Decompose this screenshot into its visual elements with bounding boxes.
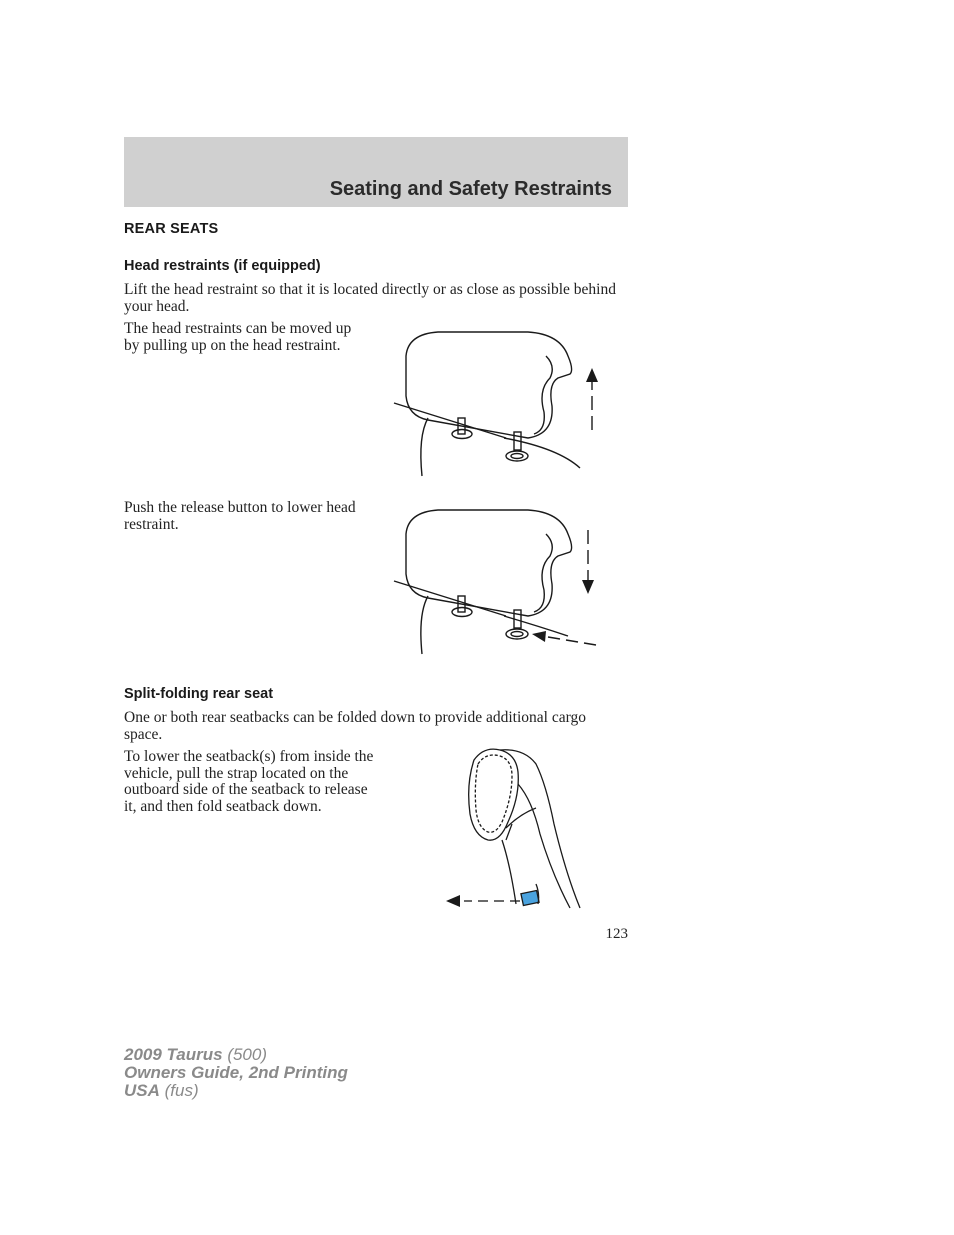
seatback-release-strap-illustration xyxy=(440,744,590,912)
section-header-band xyxy=(124,137,628,207)
section-header-title: Seating and Safety Restraints xyxy=(329,178,612,200)
head-restraints-raise-text: The head restraints can be moved up by pulling up on the head restraint. xyxy=(124,320,352,354)
footer-line-1: 2009 Taurus (500) xyxy=(124,1045,268,1064)
head-restraint-lower-illustration xyxy=(388,504,618,656)
footer-line-2: Owners Guide, 2nd Printing xyxy=(124,1063,348,1082)
head-restraint-raise-illustration xyxy=(388,326,618,478)
split-folding-intro: One or both rear seatbacks can be folded down to provide additional cargo space. xyxy=(124,709,586,743)
split-folding-heading: Split-folding rear seat xyxy=(124,686,274,702)
section-title: REAR SEATS xyxy=(124,221,219,237)
head-restraints-heading: Head restraints (if equipped) xyxy=(124,258,321,274)
head-restraints-intro: Lift the head restraint so that it is located directly or as close as possible behind your head. xyxy=(124,281,616,315)
head-restraints-lower-text: Push the release button to lower head restraint. xyxy=(124,499,356,533)
footer-line-3: USA (fus) xyxy=(124,1081,199,1100)
split-folding-lower-text: To lower the seatback(s) from inside the vehicle, pull the strap located on the outboard side of the seatback to release it, and then fold seatback down. xyxy=(124,748,374,815)
page-number: 123 xyxy=(605,926,628,942)
footer-info xyxy=(124,1046,348,1100)
